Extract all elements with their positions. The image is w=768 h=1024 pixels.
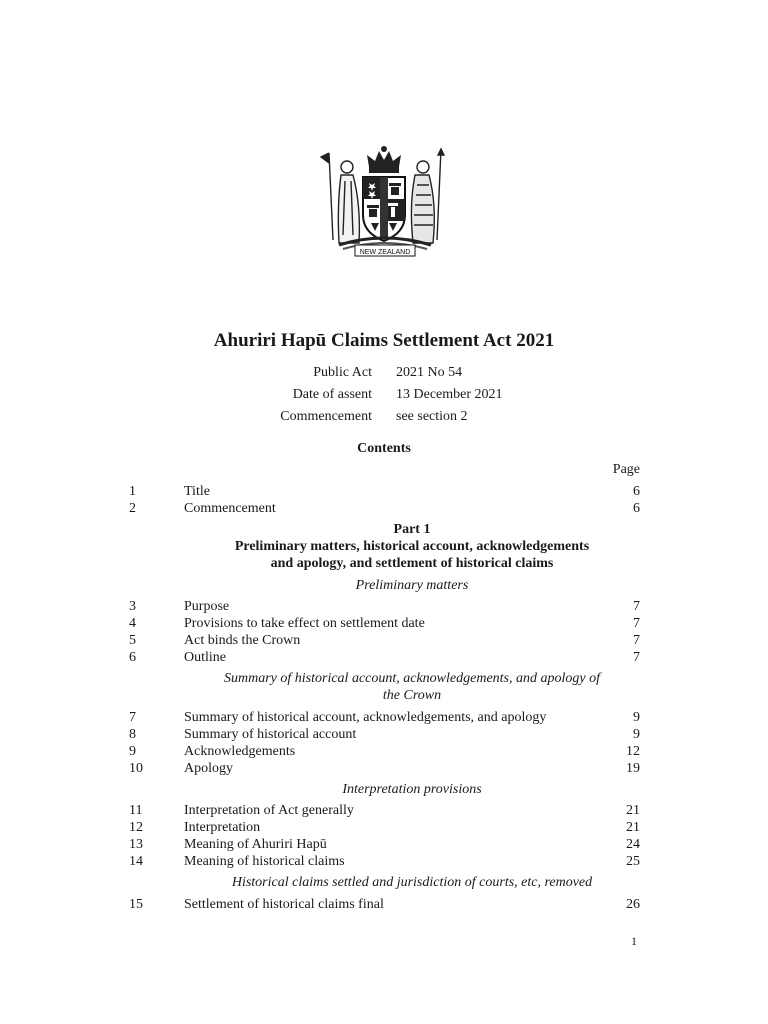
meta-label: Public Act: [313, 365, 372, 380]
toc-row[interactable]: [0, 501, 768, 519]
section-number: 7: [129, 710, 136, 725]
subpart-heading: Historical claims settled and jurisdiction of courts, etc, removed: [231, 875, 593, 890]
section-page: 7: [633, 616, 640, 631]
toc-row[interactable]: [0, 803, 768, 821]
section-number: 9: [129, 744, 136, 759]
toc-row[interactable]: [0, 710, 768, 728]
section-page: 9: [633, 727, 640, 742]
toc-row[interactable]: [0, 820, 768, 838]
contents-heading: Contents: [357, 441, 411, 456]
act-metadata: [0, 365, 768, 431]
section-page: 21: [626, 803, 640, 818]
section-title: Title: [184, 484, 210, 499]
subpart-heading: Summary of historical account, acknowledgements, and apology of: [224, 671, 600, 686]
section-page: 9: [633, 710, 640, 725]
section-number: 2: [129, 501, 136, 516]
section-title: Settlement of historical claims final: [184, 897, 384, 912]
section-title: Summary of historical account, acknowledgements, and apology: [184, 710, 547, 725]
section-number: 11: [129, 803, 143, 818]
section-page: 26: [626, 897, 640, 912]
section-title: Meaning of Ahuriri Hapū: [184, 837, 327, 852]
section-page: 7: [633, 650, 640, 665]
subpart-heading: Preliminary matters: [355, 578, 469, 593]
section-title: Interpretation of Act generally: [184, 803, 354, 818]
section-number: 13: [129, 837, 143, 852]
section-title: Outline: [184, 650, 226, 665]
part-label: Part 1: [393, 522, 431, 537]
section-page: 24: [626, 837, 640, 852]
section-page: 6: [633, 484, 640, 499]
part-heading-line: and apology, and settlement of historical claims: [270, 556, 554, 571]
section-page: 7: [633, 599, 640, 614]
meta-label: Commencement: [280, 409, 372, 424]
section-title: Summary of historical account: [184, 727, 357, 742]
section-number: 14: [129, 854, 143, 869]
section-title: Act binds the Crown: [184, 633, 301, 648]
subpart-heading: the Crown: [382, 688, 442, 703]
section-title: Apology: [184, 761, 233, 776]
meta-row-commencement: [0, 409, 768, 431]
section-title: Provisions to take effect on settlement date: [184, 616, 425, 631]
toc-row[interactable]: [0, 727, 768, 745]
nz-coat-of-arms-icon: [319, 145, 451, 260]
meta-label: Date of assent: [292, 387, 372, 402]
toc-row[interactable]: [0, 633, 768, 651]
section-number: 12: [129, 820, 143, 835]
section-number: 6: [129, 650, 136, 665]
section-number: 5: [129, 633, 136, 648]
section-title: Purpose: [184, 599, 230, 614]
section-title: Interpretation: [184, 820, 261, 835]
page-number: 1: [631, 934, 637, 948]
section-page: 25: [626, 854, 640, 869]
toc-row[interactable]: [0, 616, 768, 634]
toc-row[interactable]: [0, 484, 768, 502]
toc-row[interactable]: [0, 599, 768, 617]
page-column-heading: Page: [612, 462, 640, 477]
meta-row-date-of-assent: [0, 387, 768, 409]
meta-row-public-act: [0, 365, 768, 387]
section-number: 15: [129, 897, 143, 912]
section-title: Meaning of historical claims: [184, 854, 345, 869]
section-number: 8: [129, 727, 136, 742]
svg-text:NEW ZEALAND: NEW ZEALAND: [359, 249, 411, 256]
toc-row[interactable]: [0, 897, 768, 915]
toc-row[interactable]: [0, 744, 768, 762]
toc-row[interactable]: [0, 854, 768, 872]
section-page: 12: [626, 744, 640, 759]
section-page: 21: [626, 820, 640, 835]
toc-row[interactable]: [0, 650, 768, 668]
section-page: 7: [633, 633, 640, 648]
section-number: 10: [129, 761, 143, 776]
section-page: 6: [633, 501, 640, 516]
section-number: 3: [129, 599, 136, 614]
section-title: Commencement: [184, 501, 276, 516]
meta-value: 2021 No 54: [396, 365, 463, 380]
section-number: 4: [129, 616, 136, 631]
part-heading-line: Preliminary matters, historical account, acknowledgements: [234, 539, 590, 554]
meta-value: see section 2: [396, 409, 468, 424]
section-title: Acknowledgements: [184, 744, 296, 759]
subpart-heading: Interpretation provisions: [342, 782, 482, 797]
toc-row[interactable]: [0, 837, 768, 855]
meta-value: 13 December 2021: [396, 387, 503, 402]
section-page: 19: [626, 761, 640, 776]
toc-row[interactable]: [0, 761, 768, 779]
act-title: Ahuriri Hapū Claims Settlement Act 2021: [213, 330, 555, 351]
section-number: 1: [129, 484, 136, 499]
